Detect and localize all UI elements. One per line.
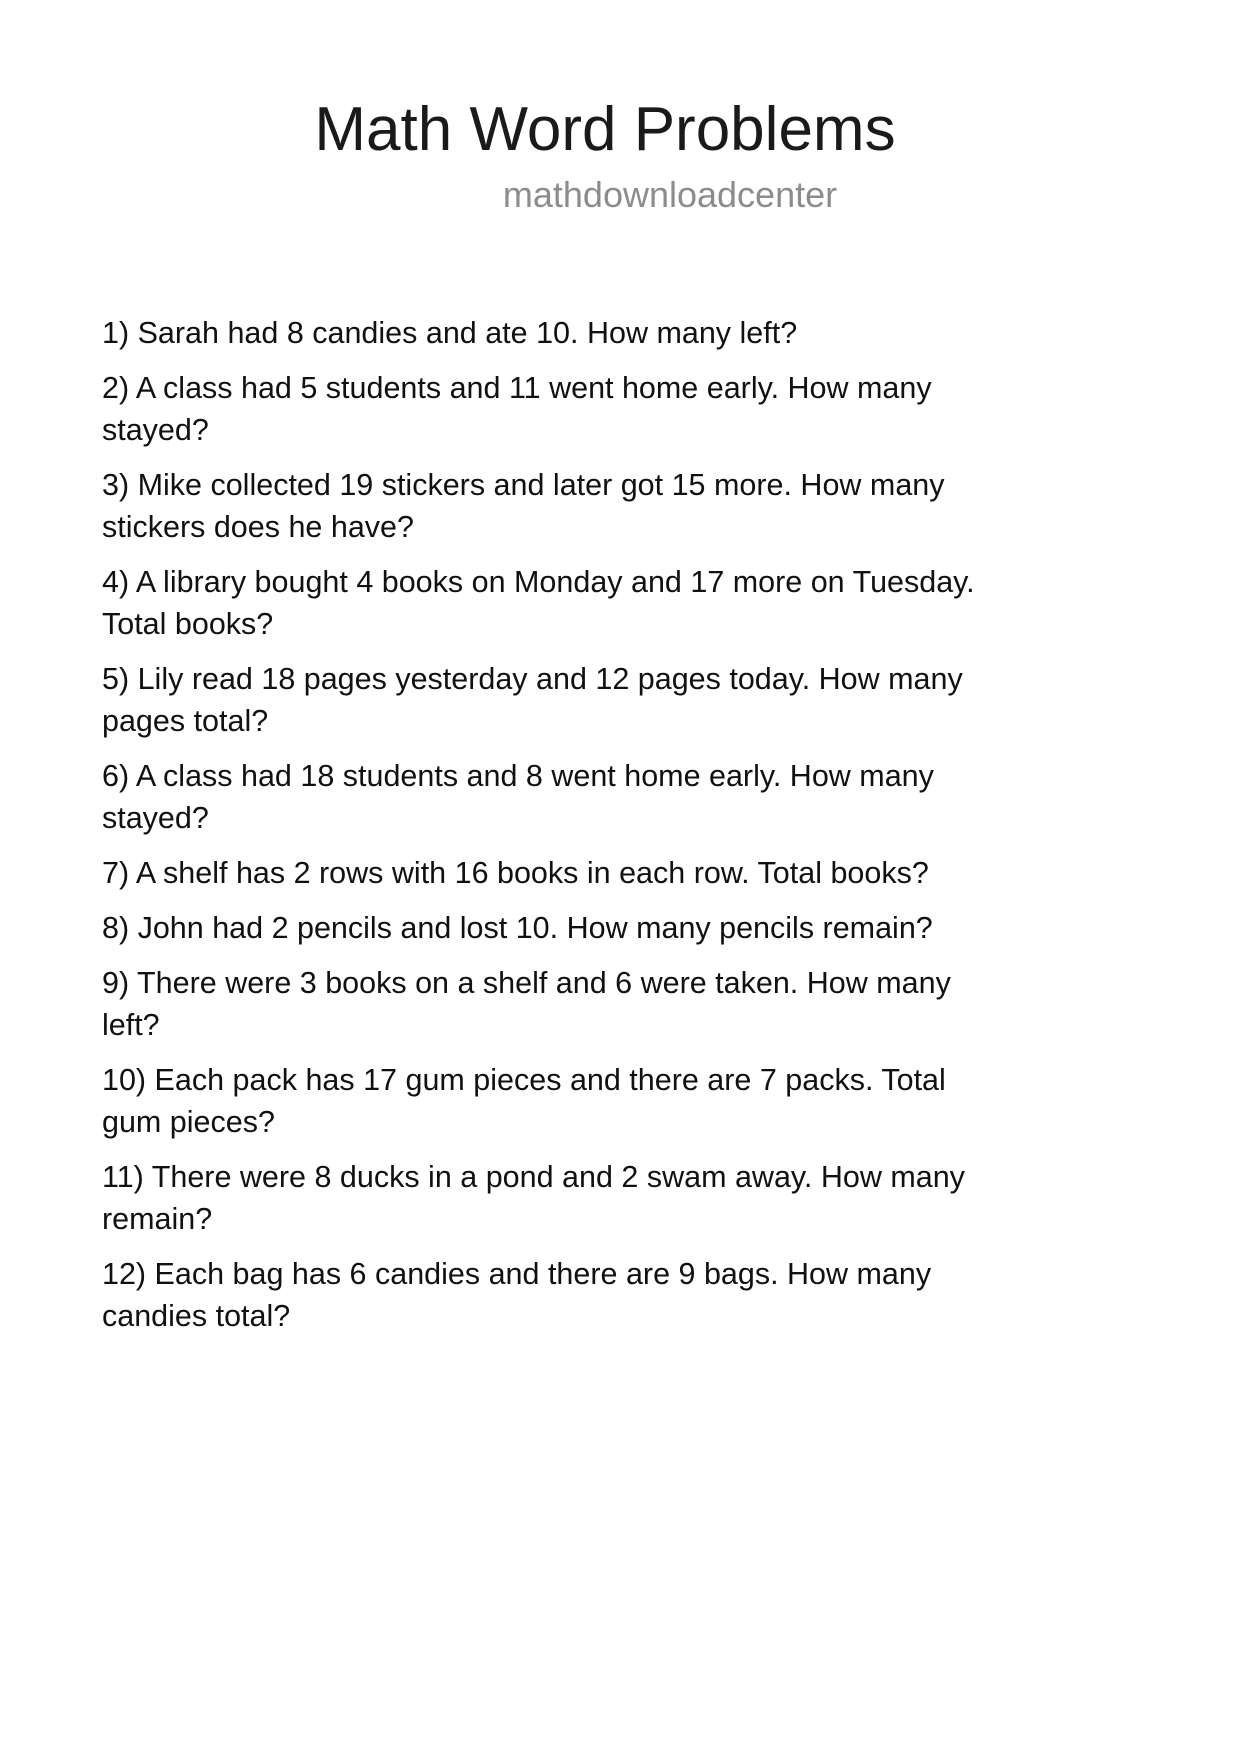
problem-item-6: 6) A class had 18 students and 8 went home early. How many stayed?: [102, 759, 934, 835]
problem-list: [102, 312, 1002, 1337]
page-title: Math Word Problems: [314, 95, 896, 164]
problem-item-7: 7) A shelf has 2 rows with 16 books in each row. Total books?: [102, 856, 929, 890]
problem-item-12: 12) Each bag has 6 candies and there are 9 bags. How many candies total?: [102, 1257, 932, 1333]
problem-item-10: 10) Each pack has 17 gum pieces and there are 7 packs. Total gum pieces?: [102, 1063, 946, 1139]
problem-item-3: 3) Mike collected 19 stickers and later got 15 more. How many stickers does he have?: [102, 468, 945, 544]
problem-item-11: 11) There were 8 ducks in a pond and 2 swam away. How many remain?: [102, 1160, 965, 1236]
problem-item-8: 8) John had 2 pencils and lost 10. How many pencils remain?: [102, 911, 933, 945]
problem-item-1: 1) Sarah had 8 candies and ate 10. How many left?: [102, 316, 798, 350]
page-header: [0, 0, 1240, 216]
problem-item-5: 5) Lily read 18 pages yesterday and 12 pages today. How many pages total?: [102, 662, 963, 738]
problem-item-2: 2) A class had 5 students and 11 went home early. How many stayed?: [102, 371, 932, 447]
problem-item-9: 9) There were 3 books on a shelf and 6 were taken. How many left?: [102, 966, 951, 1042]
page-subtitle: mathdownloadcenter: [502, 174, 838, 215]
problem-item-4: 4) A library bought 4 books on Monday and 17 more on Tuesday. Total books?: [102, 565, 975, 641]
